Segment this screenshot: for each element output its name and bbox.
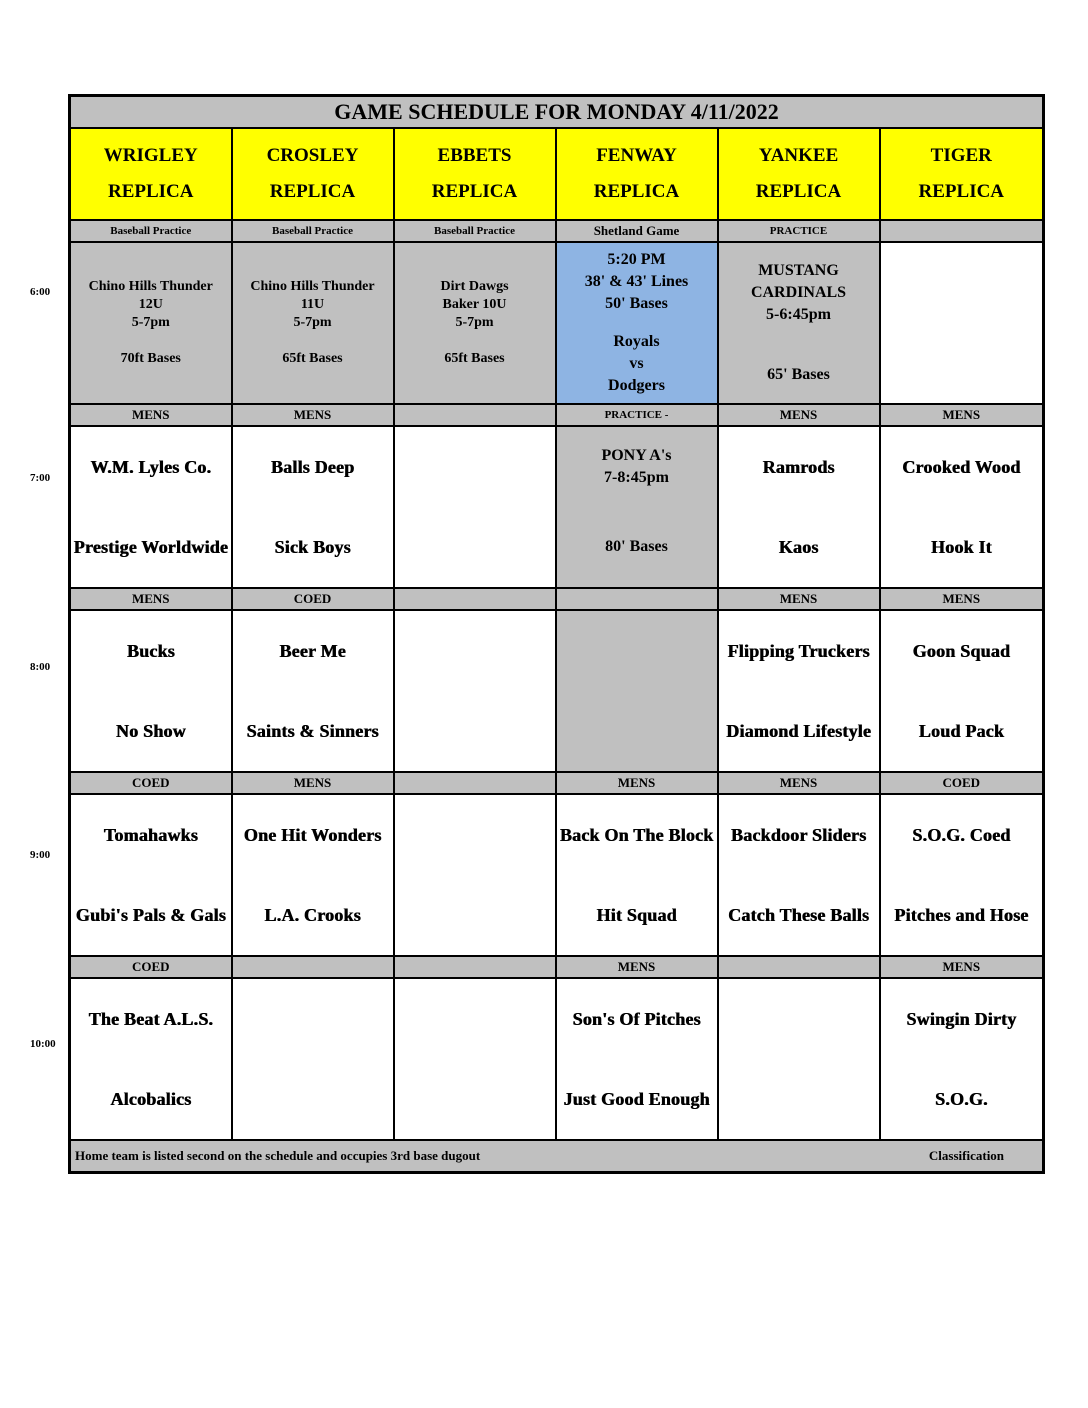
away-team: Crooked Wood xyxy=(902,457,1021,477)
field-header: EBBETS REPLICA xyxy=(394,128,556,220)
field-header: CROSLEY REPLICA xyxy=(232,128,394,220)
game-row xyxy=(70,794,1044,956)
away-team: The Beat A.L.S. xyxy=(88,1009,214,1029)
away-team: W.M. Lyles Co. xyxy=(90,457,212,477)
practice-cell: Dirt Dawgs Baker 10U 5-7pm 65ft Bases xyxy=(394,242,556,404)
home-team: Just Good Enough xyxy=(563,1089,710,1109)
classification-label xyxy=(394,588,556,610)
home-team: Loud Pack xyxy=(918,721,1004,741)
classification-label: MENS xyxy=(880,956,1044,978)
game-cell xyxy=(880,426,1044,588)
reserved-cell xyxy=(556,610,718,772)
classification-label: Baseball Practice xyxy=(394,220,556,242)
game-cell xyxy=(232,426,394,588)
classification-label xyxy=(232,956,394,978)
time-label: 7:00 xyxy=(30,472,51,484)
classification-label xyxy=(394,404,556,426)
game-cell xyxy=(232,794,394,956)
home-team: Saints & Sinners xyxy=(246,721,379,741)
home-team: Hook It xyxy=(930,537,992,557)
home-team: Prestige Worldwide xyxy=(73,537,228,557)
classification-label: Shetland Game xyxy=(556,220,718,242)
time-label: 8:00 xyxy=(30,661,51,673)
classification-label: MENS xyxy=(556,956,718,978)
schedule-title: GAME SCHEDULE FOR MONDAY 4/11/2022 xyxy=(70,96,1044,129)
shetland-game-cell: 5:20 PM 38' & 43' Lines 50' Bases Royals vs Dodgers xyxy=(556,242,718,404)
classification-label: MENS xyxy=(880,404,1044,426)
away-team: Back On The Block xyxy=(559,825,714,845)
footer-row xyxy=(70,1140,1044,1173)
away-team: Bucks xyxy=(126,641,175,661)
classification-label xyxy=(394,772,556,794)
away-team: Swingin Dirty xyxy=(906,1009,1017,1029)
time-label: 6:00 xyxy=(30,286,51,298)
classification-label: MENS xyxy=(718,588,880,610)
practice-cell xyxy=(556,426,718,588)
away-team: One Hit Wonders xyxy=(243,825,382,845)
away-team: Tomahawks xyxy=(103,825,198,845)
practice-cell: Chino Hills Thunder 11U 5-7pm 65ft Bases xyxy=(232,242,394,404)
empty-cell xyxy=(394,426,556,588)
classification-legend: Classification xyxy=(928,1148,1005,1163)
game-row xyxy=(70,426,1044,588)
classification-label: MENS xyxy=(70,588,232,610)
classification-row xyxy=(70,588,1044,610)
game-cell xyxy=(880,978,1044,1140)
classification-row xyxy=(70,220,1044,242)
home-team: Hit Squad xyxy=(596,905,677,925)
classification-label: MENS xyxy=(556,772,718,794)
classification-label: MENS xyxy=(880,588,1044,610)
away-team: Balls Deep xyxy=(270,457,355,477)
classification-row xyxy=(70,404,1044,426)
empty-cell xyxy=(232,978,394,1140)
practice-cell: Chino Hills Thunder 12U 5-7pm 70ft Bases xyxy=(70,242,232,404)
game-cell xyxy=(880,610,1044,772)
away-team: S.O.G. Coed xyxy=(912,825,1011,845)
game-cell xyxy=(718,426,880,588)
practice-cell: MUSTANG CARDINALS 5-6:45pm 65' Bases xyxy=(718,242,880,404)
away-team: Beer Me xyxy=(279,641,346,661)
game-cell xyxy=(70,978,232,1140)
time-label: 10:00 xyxy=(30,1038,56,1050)
empty-cell xyxy=(880,242,1044,404)
classification-label: COED xyxy=(232,588,394,610)
home-team: Kaos xyxy=(778,537,819,557)
classification-label: MENS xyxy=(718,404,880,426)
away-team: Goon Squad xyxy=(912,641,1011,661)
field-header: YANKEE REPLICA xyxy=(718,128,880,220)
empty-cell xyxy=(394,978,556,1140)
home-team: No Show xyxy=(115,721,186,741)
game-cell xyxy=(70,794,232,956)
practice-info: PONY A's 7-8:45pm xyxy=(601,447,672,486)
home-team: Pitches and Hose xyxy=(894,905,1029,925)
game-cell xyxy=(718,794,880,956)
classification-row xyxy=(70,772,1044,794)
game-cell xyxy=(556,978,718,1140)
home-team: Alcobalics xyxy=(110,1089,192,1109)
classification-label xyxy=(718,956,880,978)
away-team: Ramrods xyxy=(762,457,835,477)
away-team: Flipping Truckers xyxy=(727,641,870,661)
home-team: Catch These Balls xyxy=(727,905,870,925)
home-team: Gubi's Pals & Gals xyxy=(75,905,226,925)
classification-label: COED xyxy=(880,772,1044,794)
classification-label: COED xyxy=(70,956,232,978)
game-cell xyxy=(880,794,1044,956)
game-cell xyxy=(232,610,394,772)
classification-label: Baseball Practice xyxy=(70,220,232,242)
schedule-table xyxy=(68,94,1045,1174)
home-team: L.A. Crooks xyxy=(264,905,361,925)
game-row xyxy=(70,978,1044,1140)
field-header-row xyxy=(70,128,1044,220)
classification-label: MENS xyxy=(232,404,394,426)
classification-label: PRACTICE - xyxy=(556,404,718,426)
home-team-note: Home team is listed second on the schedule and occupies 3rd base dugout xyxy=(75,1148,481,1163)
classification-label: PRACTICE xyxy=(718,220,880,242)
empty-cell xyxy=(718,978,880,1140)
home-team: S.O.G. xyxy=(934,1089,988,1109)
classification-label: MENS xyxy=(232,772,394,794)
empty-cell xyxy=(394,610,556,772)
game-cell xyxy=(718,610,880,772)
away-team: Son's Of Pitches xyxy=(572,1009,701,1029)
empty-cell xyxy=(394,794,556,956)
footer xyxy=(70,1140,1044,1173)
classification-label xyxy=(394,956,556,978)
classification-label xyxy=(880,220,1044,242)
field-header: TIGER REPLICA xyxy=(880,128,1044,220)
practice-bases: 80' Bases xyxy=(605,538,668,555)
field-header: FENWAY REPLICA xyxy=(556,128,718,220)
time-column xyxy=(0,0,70,1408)
game-row xyxy=(70,242,1044,404)
classification-row xyxy=(70,956,1044,978)
classification-label: MENS xyxy=(718,772,880,794)
game-cell xyxy=(70,426,232,588)
classification-label: MENS xyxy=(70,404,232,426)
game-row xyxy=(70,610,1044,772)
game-cell xyxy=(556,794,718,956)
field-header: WRIGLEY REPLICA xyxy=(70,128,232,220)
classification-label: COED xyxy=(70,772,232,794)
away-team: Backdoor Sliders xyxy=(730,825,867,845)
classification-label: Baseball Practice xyxy=(232,220,394,242)
home-team: Diamond Lifestyle xyxy=(726,721,871,741)
time-label: 9:00 xyxy=(30,849,51,861)
game-cell xyxy=(70,610,232,772)
home-team: Sick Boys xyxy=(274,537,351,557)
classification-label xyxy=(556,588,718,610)
